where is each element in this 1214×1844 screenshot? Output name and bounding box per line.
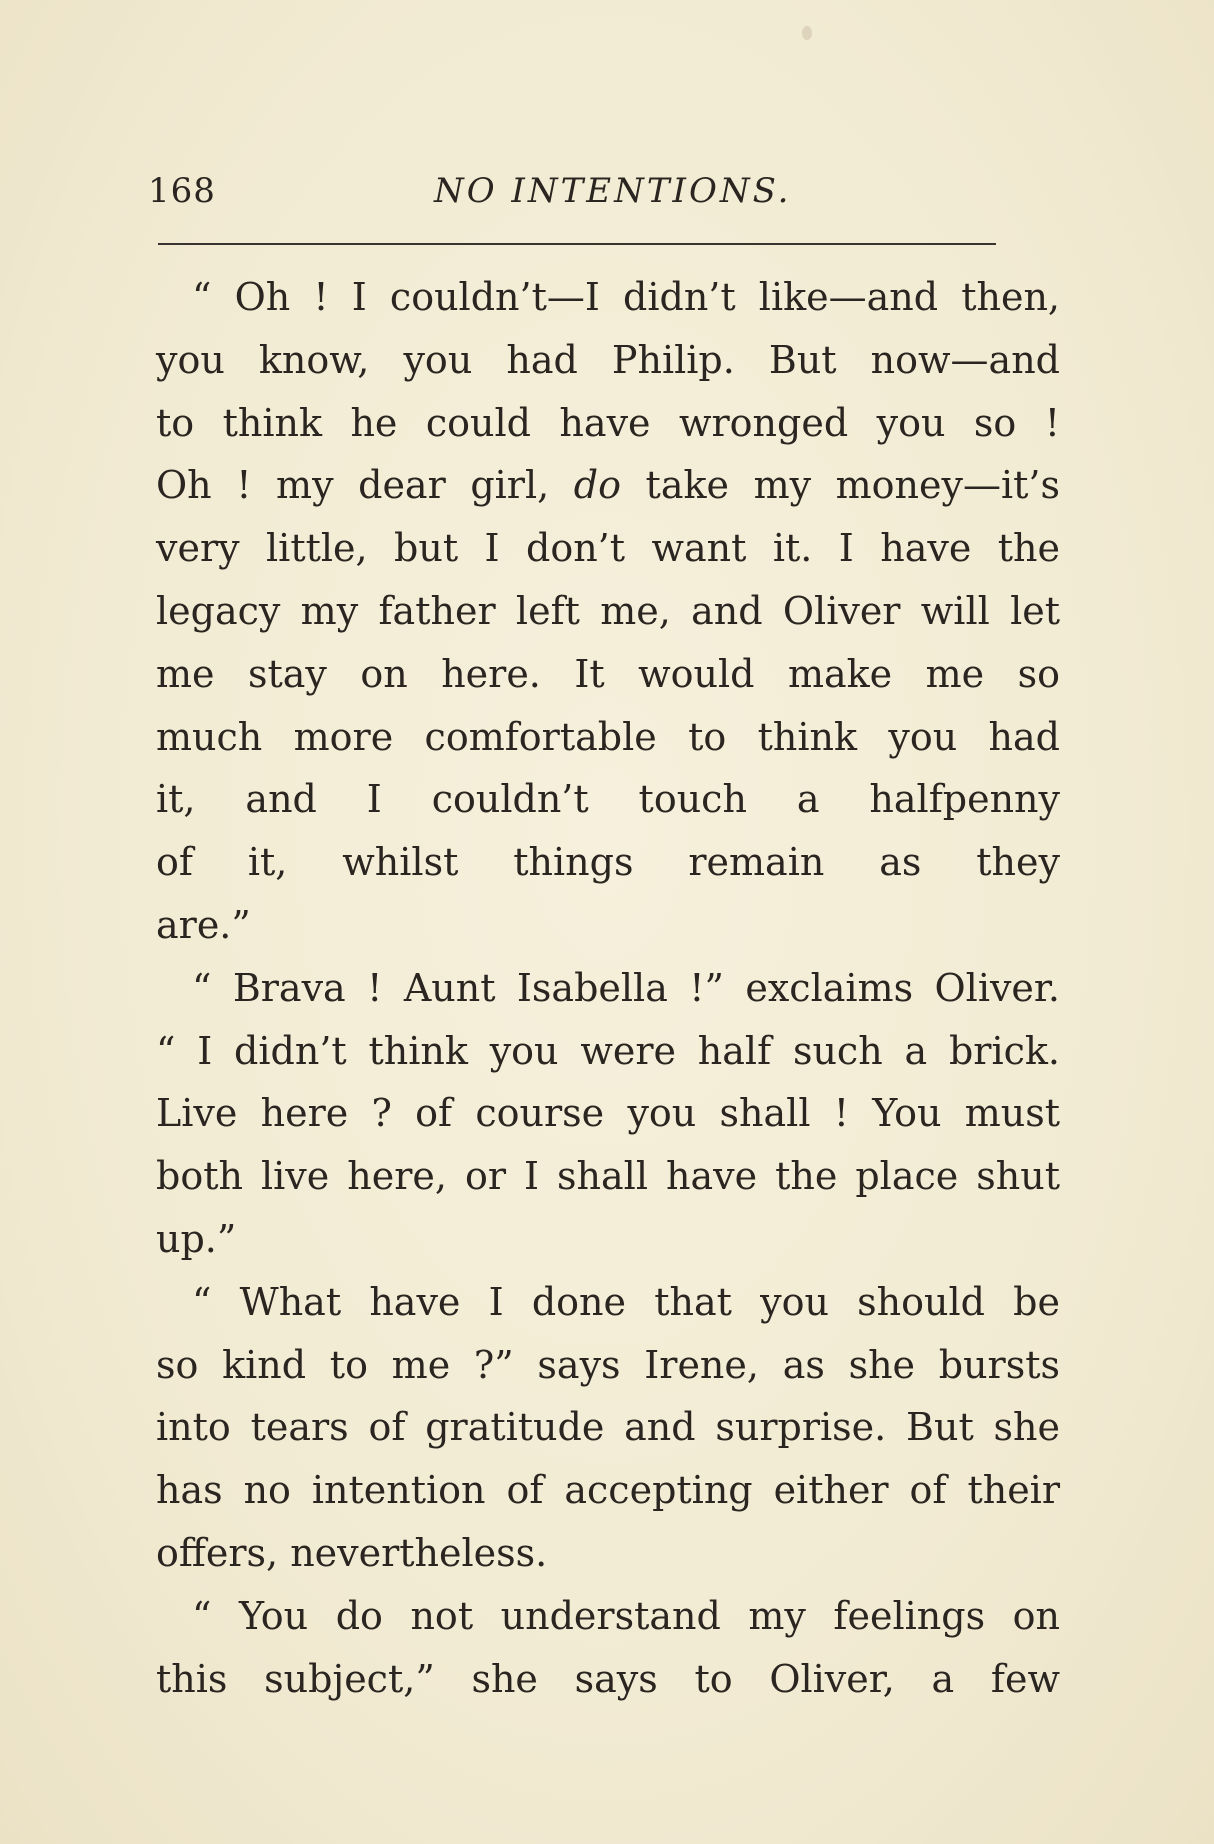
body-text — [156, 266, 1060, 1710]
text-line-end: take my money—it’s — [620, 463, 1060, 508]
text-line: both live here, or I shall have the place shut — [156, 1154, 1060, 1199]
text-line: it, and I couldn’t touch a halfpenny — [156, 777, 1060, 822]
text-line: this subject,” she says to Oliver, a few — [156, 1656, 1060, 1701]
text-line: much more comfortable to think you had — [156, 714, 1060, 759]
text-line — [156, 454, 1060, 517]
text-line: are.” — [156, 902, 251, 947]
running-head — [148, 166, 1018, 216]
text-line: so kind to me ?” says Irene, as she bursts — [156, 1342, 1060, 1387]
text-line: offers, nevertheless. — [156, 1530, 548, 1575]
header-rule — [158, 243, 996, 245]
text-line: to think he could have wronged you so ! — [156, 400, 1060, 445]
text-line: very little, but I don’t want it. I have the — [156, 526, 1060, 571]
text-line: “ You do not understand my feelings on — [192, 1593, 1060, 1638]
text-line: of it, whilst things remain as they — [156, 840, 1060, 885]
page-number: 168 — [148, 171, 216, 211]
text-line: “ Brava ! Aunt Isabella !” exclaims Oliver. — [192, 965, 1060, 1010]
text-line: Live here ? of course you shall ! You must — [156, 1091, 1060, 1136]
text-line: into tears of gratitude and surprise. But she — [156, 1405, 1060, 1450]
paper-spot — [802, 26, 812, 40]
text-line-start: Oh ! my dear girl, — [156, 463, 574, 508]
text-line: “ Oh ! I couldn’t—I didn’t like—and then, — [192, 275, 1060, 319]
text-line: legacy my father left me, and Oliver will let — [156, 588, 1060, 633]
text-line: “ I didn’t think you were half such a brick. — [156, 1028, 1060, 1073]
running-title: NO INTENTIONS. — [434, 171, 792, 211]
text-line: “ What have I done that you should be — [192, 1279, 1060, 1324]
emphasis-word: do — [573, 463, 621, 508]
text-line: you know, you had Philip. But now—and — [156, 337, 1060, 382]
text-line: has no intention of accepting either of their — [156, 1468, 1060, 1513]
text-line: up.” — [156, 1216, 237, 1261]
text-line: me stay on here. It would make me so — [156, 651, 1060, 696]
